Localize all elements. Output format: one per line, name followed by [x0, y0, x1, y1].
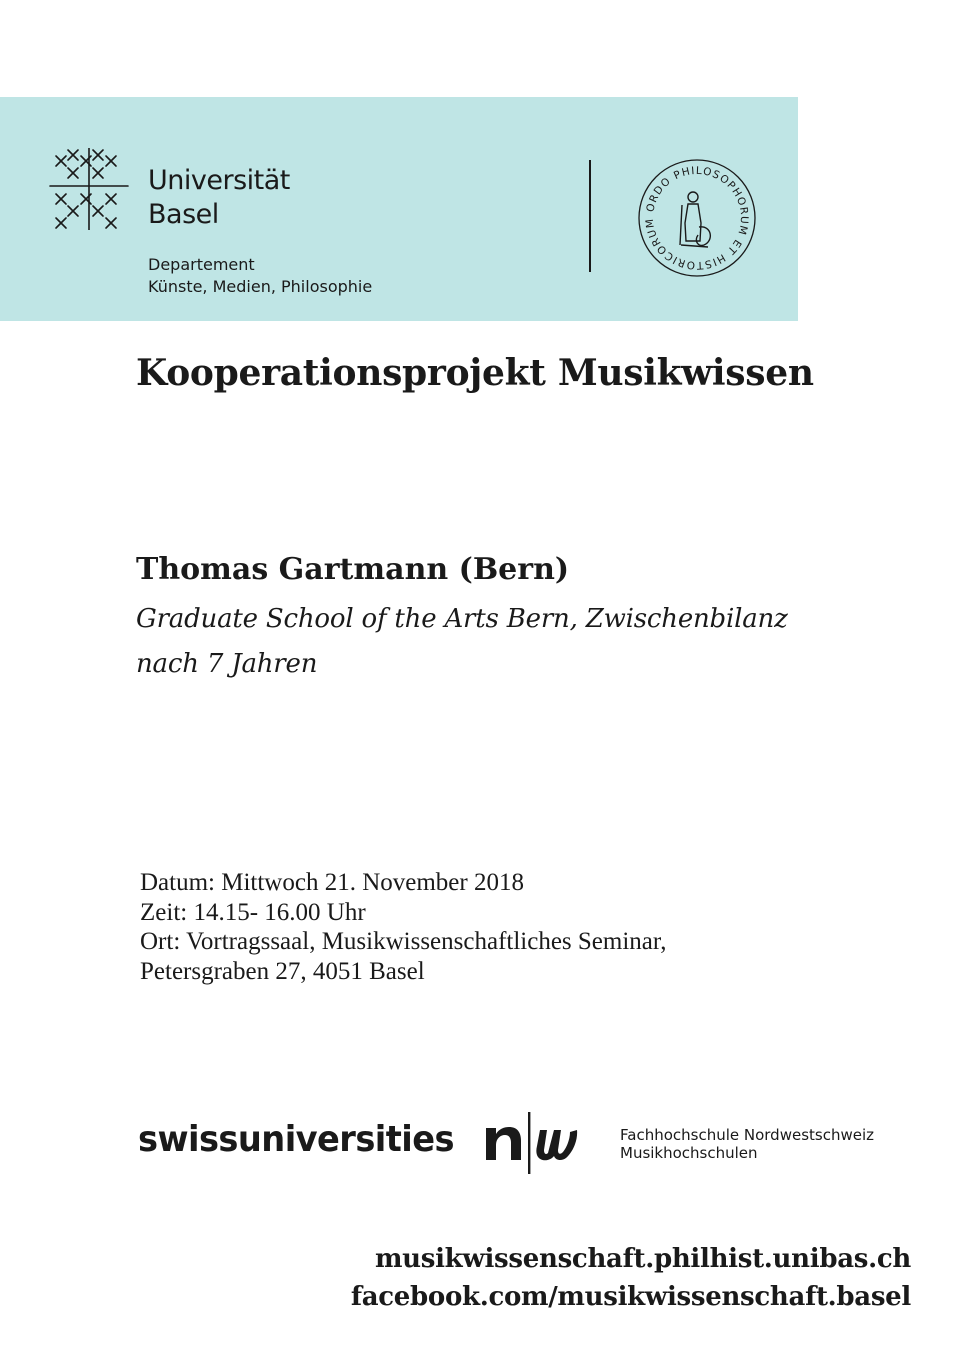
facebook-link[interactable]: facebook.com/musikwissenschaft.basel: [350, 1282, 911, 1312]
university-name: [148, 164, 290, 232]
swissuniversities-logo: [138, 1113, 456, 1163]
talk-title: [136, 597, 896, 687]
department-name: [148, 254, 372, 298]
seal-text: ORDO PHILOSOPHORUM ET HISTORICORUM: [643, 164, 751, 272]
department-line1: Departement: [148, 255, 255, 274]
event-time: Zeit: 14.15- 16.00 Uhr: [140, 898, 366, 926]
fhnw-line1: Fachhochschule Nordwestschweiz: [620, 1126, 874, 1144]
fhnw-line2: Musikhochschulen: [620, 1144, 758, 1162]
university-name-line1: Universität: [148, 165, 290, 196]
fhnw-logo-icon: [484, 1110, 596, 1176]
talk-title-line1: Graduate School of the Arts Bern, Zwischenbilanz: [136, 604, 788, 634]
footer-links: [351, 1240, 911, 1316]
fhnw-name: [620, 1126, 874, 1162]
speaker-name: Thomas Gartmann (Bern): [136, 552, 570, 587]
event-details: [140, 868, 666, 986]
talk-title-line2: nach 7 Jahren: [136, 649, 318, 679]
header-divider: [589, 160, 591, 272]
event-date: Datum: Mittwoch 21. November 2018: [140, 869, 524, 896]
project-title: Kooperationsprojekt Musikwissen: [136, 352, 814, 394]
department-line2: Künste, Medien, Philosophie: [148, 277, 373, 296]
university-name-line2: Basel: [148, 199, 219, 230]
event-place-line1: Ort: Vortragssaal, Musikwissenschaftliches Seminar,: [140, 928, 667, 955]
faculty-seal-icon: [636, 157, 758, 279]
swissuniversities-wordmark: swissuniversities: [138, 1119, 454, 1160]
website-link[interactable]: musikwissenschaft.philhist.unibas.ch: [374, 1244, 911, 1274]
event-place-line2: Petersgraben 27, 4051 Basel: [140, 957, 425, 985]
university-basel-logo-icon: [48, 148, 130, 230]
